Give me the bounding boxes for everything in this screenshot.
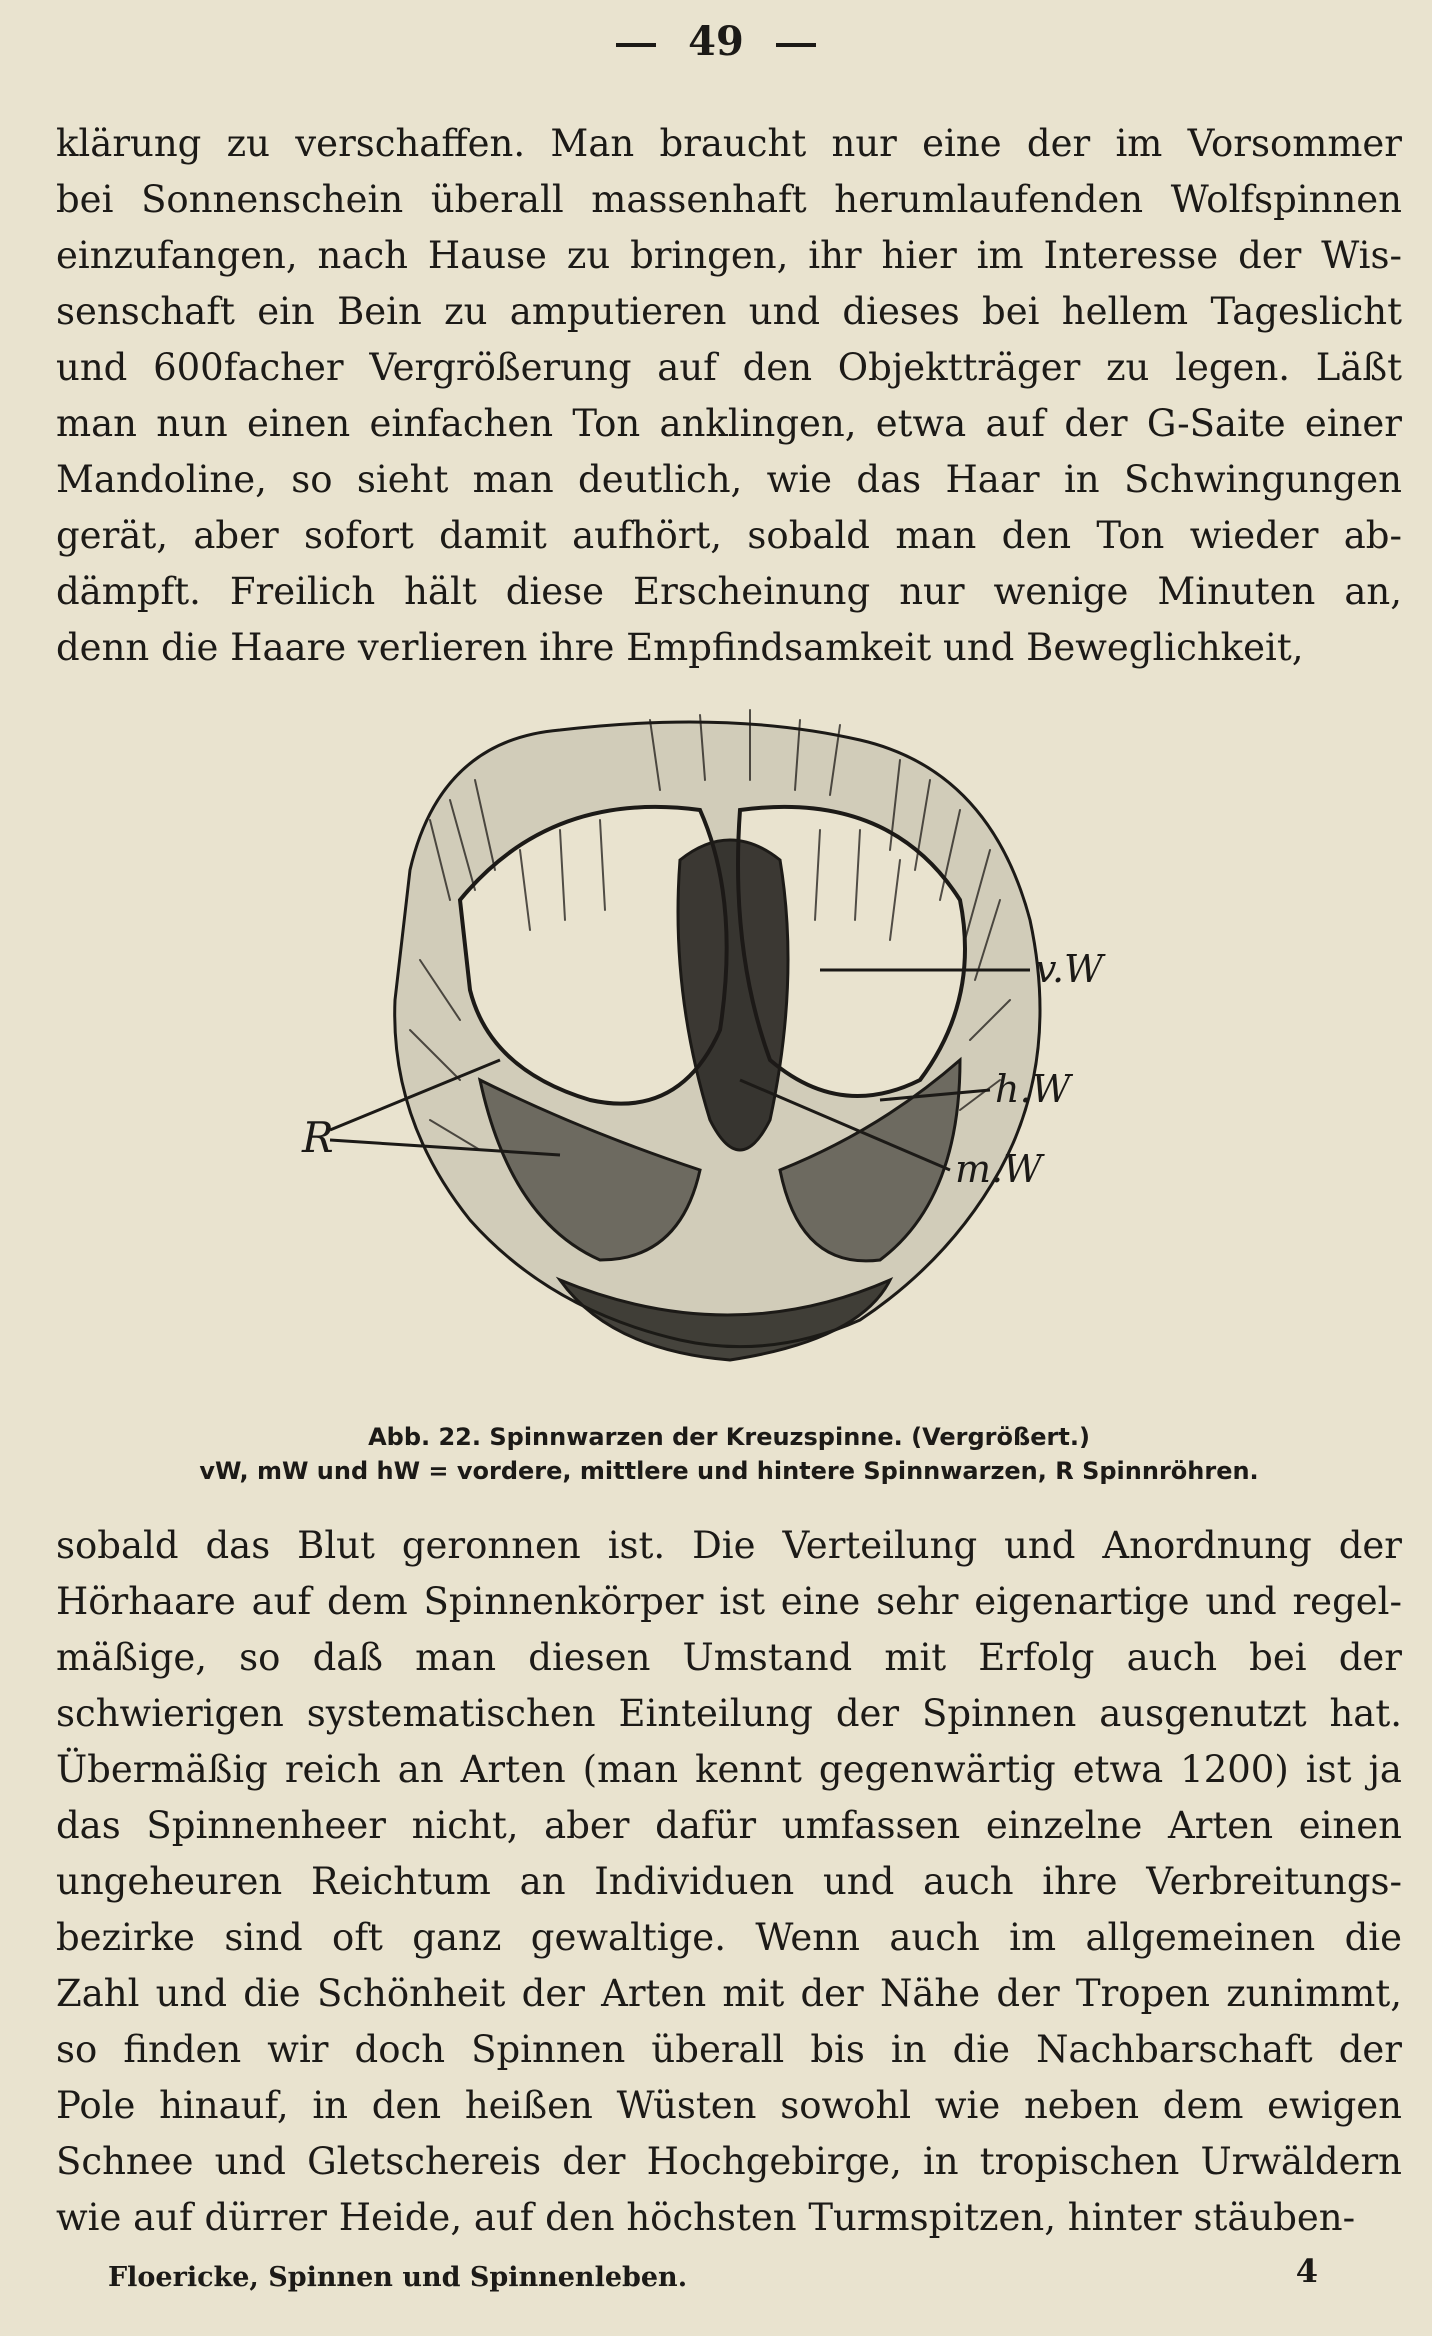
caption-legend: vW, mW und hW = vordere, mittlere und hintere Spinnwarzen, R Spinnröhren. [199,1457,1259,1485]
label-R: R [302,1113,334,1162]
spinneret-illustration [300,700,1160,1420]
running-title: Floericke, Spinnen und Spinnenleben. [108,2262,688,2293]
text-line: mäßige, so daß man diesen Umstand mit Erfolg auch bei der [56,1636,1402,1679]
text-line: klärung zu verschaffen. Man braucht nur eine der im Vorsommer [56,122,1402,165]
signature-mark: 4 [1295,2252,1318,2290]
text-line: wie auf dürrer Heide, auf den höchsten Turmspitzen, hinter stäuben- [56,2196,1356,2239]
text-line: so finden wir doch Spinnen überall bis in die Nachbarschaft der [56,2028,1402,2071]
text-line: gerät, aber sofort damit aufhört, sobald man den Ton wieder ab- [56,514,1402,557]
paragraph-top [56,116,1402,676]
paragraph-bottom [56,1518,1402,2246]
label-hW: h.W [995,1067,1071,1111]
text-line: ungeheuren Reichtum an Individuen und auch ihre Verbreitungs- [56,1860,1402,1903]
text-line: das Spinnenheer nicht, aber dafür umfassen einzelne Arten einen [56,1804,1402,1847]
text-line: Pole hinauf, in den heißen Wüsten sowohl wie neben dem ewigen [56,2084,1402,2127]
text-line: einzufangen, nach Hause zu bringen, ihr hier im Interesse der Wis- [56,234,1402,277]
text-line: Schnee und Gletschereis der Hochgebirge, in tropischen Urwäldern [56,2140,1402,2183]
page-number-dash-right [776,43,816,47]
page-number-text: 49 [688,18,744,65]
text-line: bezirke sind oft ganz gewaltige. Wenn auch im allgemeinen die [56,1916,1402,1959]
text-line: Mandoline, so sieht man deutlich, wie das Haar in Schwingungen [56,458,1402,501]
figure-caption [56,1420,1402,1488]
text-line: man nun einen einfachen Ton anklingen, etwa auf der G-Saite einer [56,402,1402,445]
text-line: und 600facher Vergrößerung auf den Objektträger zu legen. Läßt [56,346,1402,389]
text-line: Hörhaare auf dem Spinnenkörper ist eine sehr eigenartige und regel- [56,1580,1402,1623]
label-vW: v.W [1035,947,1104,991]
text-line: senschaft ein Bein zu amputieren und dieses bei hellem Tageslicht [56,290,1402,333]
label-mW: m.W [955,1147,1043,1191]
text-line: bei Sonnenschein überall massenhaft herumlaufenden Wolfspinnen [56,178,1402,221]
text-line: dämpft. Freilich hält diese Erscheinung nur wenige Minuten an, [56,570,1402,613]
text-line: sobald das Blut geronnen ist. Die Verteilung und Anordnung der [56,1524,1402,1567]
page-number [0,18,1432,65]
page-number-dash-left [616,43,656,47]
text-line: Zahl und die Schönheit der Arten mit der Nähe der Tropen zunimmt, [56,1972,1402,2015]
text-line: schwierigen systematischen Einteilung der Spinnen ausgenutzt hat. [56,1692,1402,1735]
text-line: denn die Haare verlieren ihre Empfindsamkeit und Beweglichkeit, [56,626,1304,669]
caption-title: Abb. 22. Spinnwarzen der Kreuzspinne. (Vergrößert.) [368,1423,1090,1451]
spinneret-drawing [395,710,1040,1360]
text-line: Übermäßig reich an Arten (man kennt gegenwärtig etwa 1200) ist ja [56,1748,1402,1791]
